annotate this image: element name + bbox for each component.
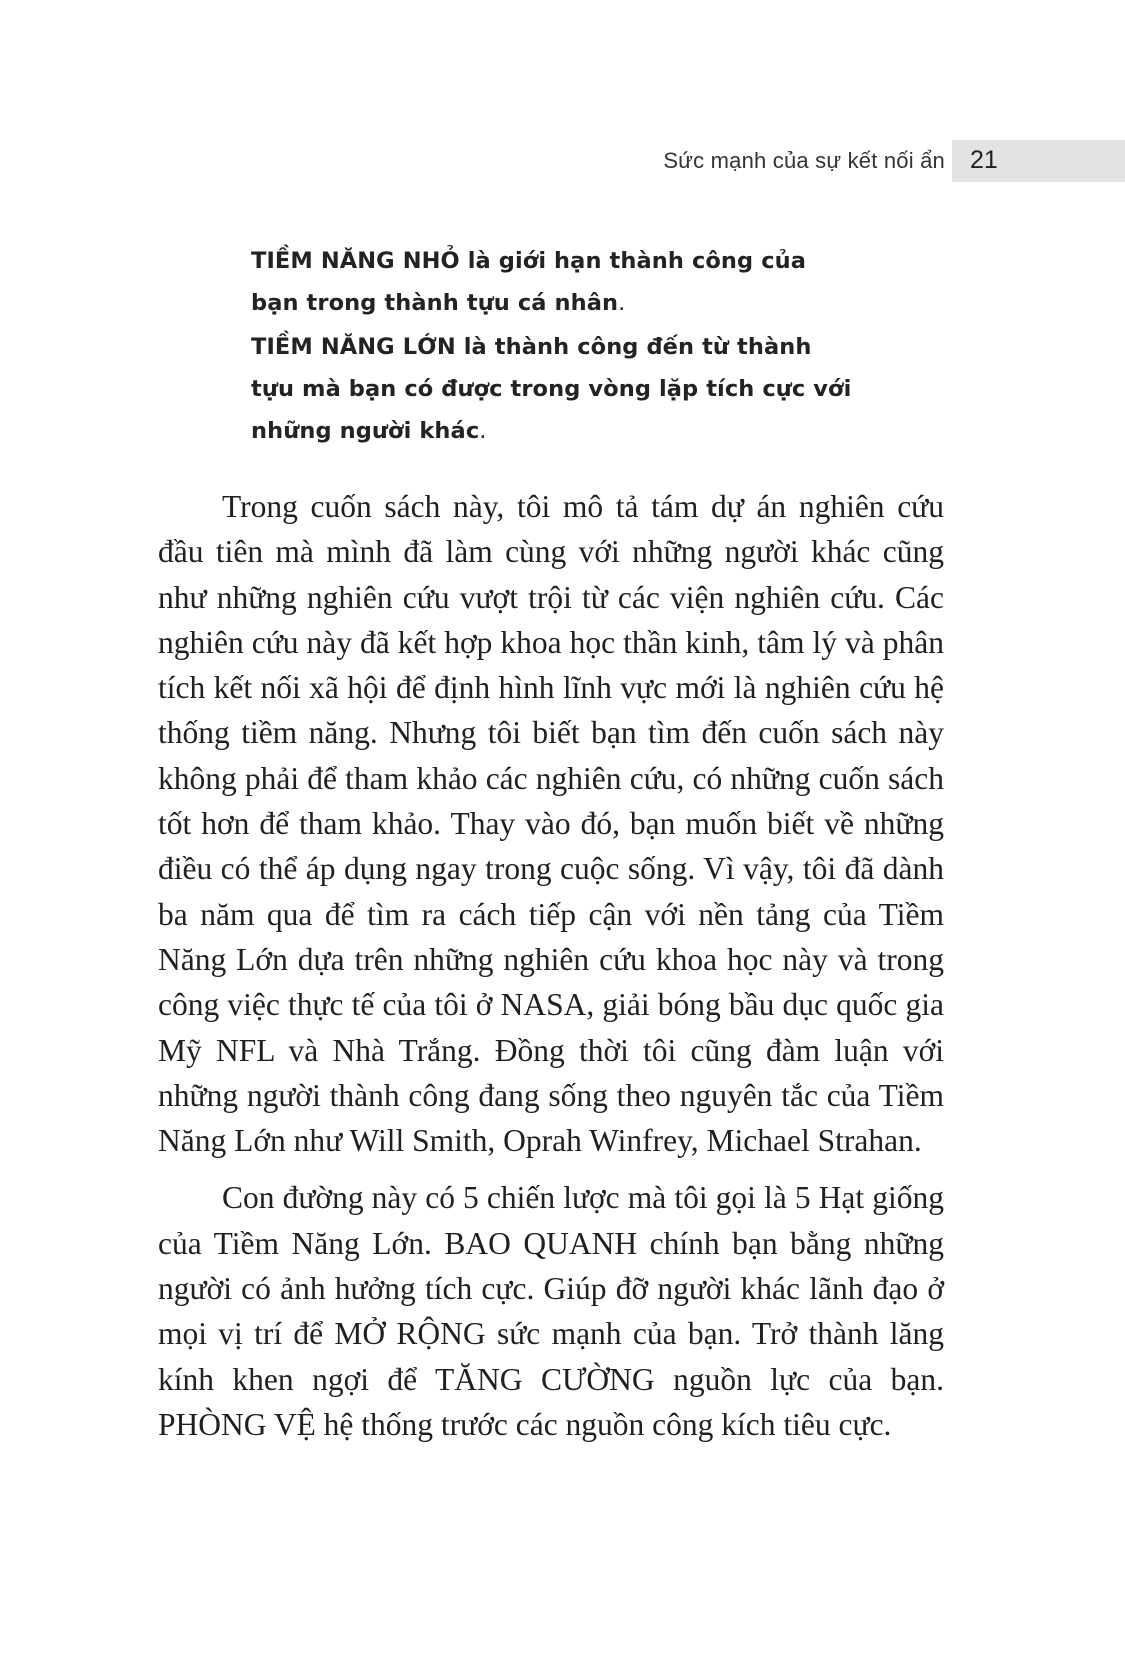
key-idea-callout bbox=[251, 240, 861, 454]
page-number-box bbox=[952, 140, 1125, 182]
page-number: 21 bbox=[970, 146, 998, 174]
body-paragraph-2: Con đường này có 5 chiến lược mà tôi gọi là 5 Hạt giống của Tiềm Năng Lớn. BAO QUANH chính bạn bằng những người có ảnh hưởng tích cực. Giúp đỡ người khác lãnh đạo ở mọi vị trí để MỞ RỘNG sức mạnh của bạn. Trở thành lăng kính khen ngợi để TĂNG CƯỜNG nguồn lực của bạn. PHÒNG VỆ hệ thống trước các nguồn công kích tiêu cực. bbox=[158, 1180, 944, 1442]
callout-big-potential bbox=[251, 326, 861, 452]
body-text bbox=[158, 484, 944, 1459]
callout-big-potential-text: TIỀM NĂNG LỚN là thành công đến từ thành tựu mà bạn có được trong vòng lặp tích cực với những người khác bbox=[251, 334, 852, 444]
body-paragraph-1: Trong cuốn sách này, tôi mô tả tám dự án nghiên cứu đầu tiên mà mình đã làm cùng với những người khác cũng như những nghiên cứu vượt trội từ các viện nghiên cứu. Các nghiên cứu này đã kết hợp khoa học thần kinh, tâm lý và phân tích kết nối xã hội để định hình lĩnh vực mới là nghiên cứu hệ thống tiềm năng. Nhưng tôi biết bạn tìm đến cuốn sách này không phải để tham khảo các nghiên cứu, có những cuốn sách tốt hơn để tham khảo. Thay vào đó, bạn muốn biết về những điều có thể áp dụng ngay trong cuộc sống. Vì vậy, tôi đã dành ba năm qua để tìm ra cách tiếp cận với nền tảng của Tiềm Năng Lớn dựa trên những nghiên cứu khoa học này và trong công việc thực tế của tôi ở NASA, giải bóng bầu dục quốc gia Mỹ NFL và Nhà Trắng. Đồng thời tôi cũng đàm luận với những người thành công đang sống theo nguyên tắc của Tiềm Năng Lớn như Will Smith, Oprah Winfrey, Michael Strahan. bbox=[158, 489, 944, 1159]
callout-small-potential-text: TIỀM NĂNG NHỎ là giới hạn thành công của bạn trong thành tựu cá nhân bbox=[251, 248, 807, 316]
running-header bbox=[0, 140, 1125, 182]
callout-small-potential bbox=[251, 240, 861, 324]
callout-period: . bbox=[479, 418, 487, 444]
chapter-title: Sức mạnh của sự kết nối ẩn bbox=[663, 148, 945, 173]
callout-period: . bbox=[618, 290, 626, 316]
